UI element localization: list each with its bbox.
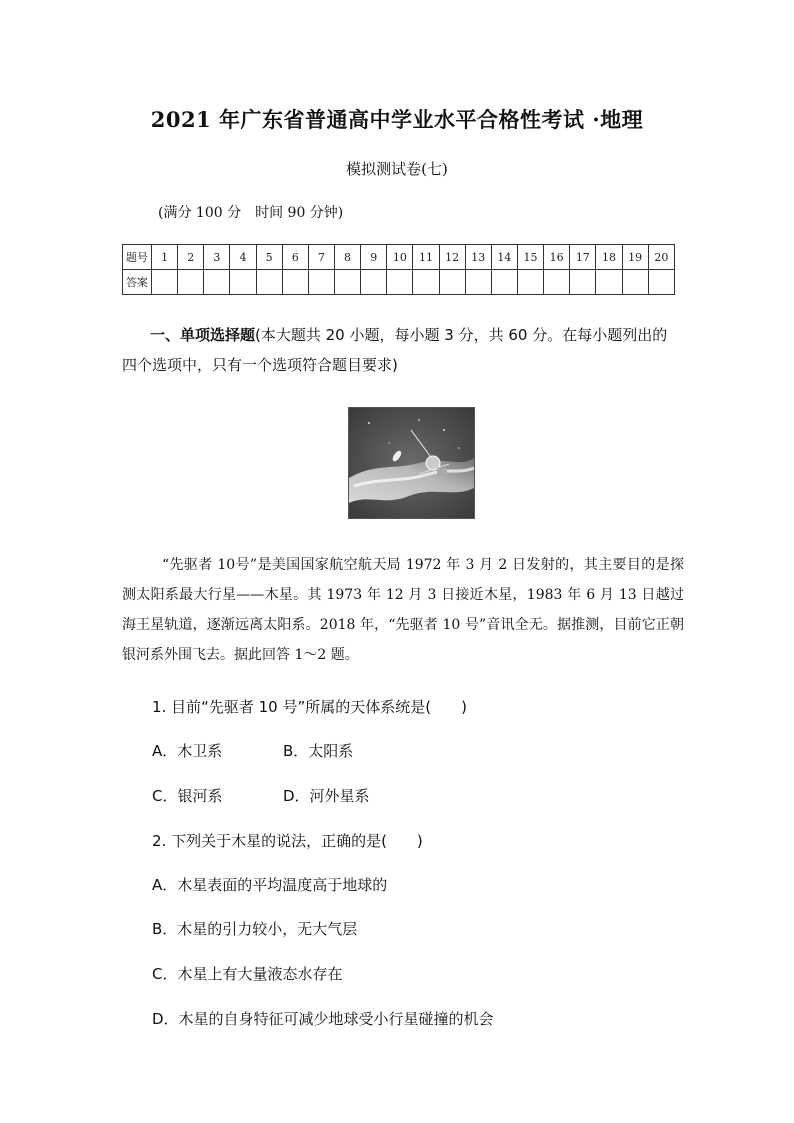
question-number: 19 (622, 245, 648, 270)
answer-cell[interactable] (491, 270, 517, 295)
question-number: 12 (439, 245, 465, 270)
reading-passage: “先驱者 10号”是美国国家航空航天局 1972 年 3 月 2 日发射的，其主要目的是探测太阳系最大行星——木星。其 1973 年 12 月 3 日接近木星，1983 年 6 月 13 日越过海王星轨道，逐渐远离太阳系。2018 年，“先驱者 10 号”音讯全无。据推测，目前它正朝银河系外围飞去。据此回答 1～2 题。 (122, 557, 684, 663)
answer-cell[interactable] (622, 270, 648, 295)
question-number: 11 (413, 245, 439, 270)
answer-cell[interactable] (439, 270, 465, 295)
question-number: 13 (465, 245, 491, 270)
section-instruction-text: (本大题共 20 小题，每小题 3 分，共 60 分。在每小题列出的四个选项中，只有一个选项符合题目要求) (122, 326, 668, 374)
question-number: 14 (491, 245, 517, 270)
answer-cell[interactable] (413, 270, 439, 295)
row-label-answer: 答案 (123, 270, 152, 295)
answer-cell[interactable] (178, 270, 204, 295)
section-heading: 一、单项选择题 (150, 326, 256, 344)
answer-cell[interactable] (596, 270, 622, 295)
answer-cell[interactable] (334, 270, 360, 295)
answer-cell[interactable] (517, 270, 543, 295)
answer-cell[interactable] (361, 270, 387, 295)
question-2-option-a[interactable]: A．木星表面的平均温度高于地球的 (152, 876, 388, 894)
question-number: 20 (648, 245, 674, 270)
question-1-option-b[interactable]: B．太阳系 (283, 742, 354, 760)
question-number: 18 (596, 245, 622, 270)
page-subtitle: 模拟测试卷(七) (346, 160, 448, 178)
answer-cell[interactable] (387, 270, 413, 295)
question-number: 3 (204, 245, 230, 270)
question-number: 16 (544, 245, 570, 270)
question-number-row (123, 245, 675, 270)
answer-cell[interactable] (282, 270, 308, 295)
question-number: 17 (570, 245, 596, 270)
answer-cell[interactable] (544, 270, 570, 295)
answer-cell[interactable] (256, 270, 282, 295)
question-number: 9 (361, 245, 387, 270)
question-number: 1 (152, 245, 178, 270)
pioneer-10-photo (348, 407, 475, 519)
page-title: 2021 年广东省普通高中学业水平合格性考试 ·地理 (150, 107, 644, 132)
question-number: 4 (230, 245, 256, 270)
answer-cell[interactable] (465, 270, 491, 295)
answer-cell[interactable] (648, 270, 674, 295)
question-number: 2 (178, 245, 204, 270)
question-number: 15 (517, 245, 543, 270)
question-number: 5 (256, 245, 282, 270)
answer-cell[interactable] (230, 270, 256, 295)
answer-table (122, 244, 675, 295)
answer-row (123, 270, 675, 295)
question-1-option-c[interactable]: C．银河系 (152, 787, 223, 805)
question-1-option-a[interactable]: A．木卫系 (152, 742, 223, 760)
question-number: 8 (334, 245, 360, 270)
question-2-option-b[interactable]: B．木星的引力较小，无大气层 (152, 920, 358, 938)
answer-cell[interactable] (308, 270, 334, 295)
answer-cell[interactable] (152, 270, 178, 295)
question-number: 10 (387, 245, 413, 270)
answer-cell[interactable] (570, 270, 596, 295)
answer-cell[interactable] (204, 270, 230, 295)
spacecraft-image (349, 408, 474, 518)
question-number: 7 (308, 245, 334, 270)
question-2-stem: 2. 下列关于木星的说法，正确的是( ) (152, 832, 423, 850)
question-2-option-d[interactable]: D．木星的自身特征可减少地球受小行星碰撞的机会 (152, 1010, 494, 1028)
question-1-stem: 1. 目前“先驱者 10 号”所属的天体系统是( ) (152, 698, 467, 716)
section-instructions (122, 320, 682, 380)
score-info: (满分 100 分 时间 90 分钟) (158, 205, 344, 221)
question-number: 6 (282, 245, 308, 270)
row-label-question: 题号 (123, 245, 152, 270)
question-1-option-d[interactable]: D．河外星系 (283, 787, 370, 805)
question-2-option-c[interactable]: C．木星上有大量液态水存在 (152, 965, 343, 983)
